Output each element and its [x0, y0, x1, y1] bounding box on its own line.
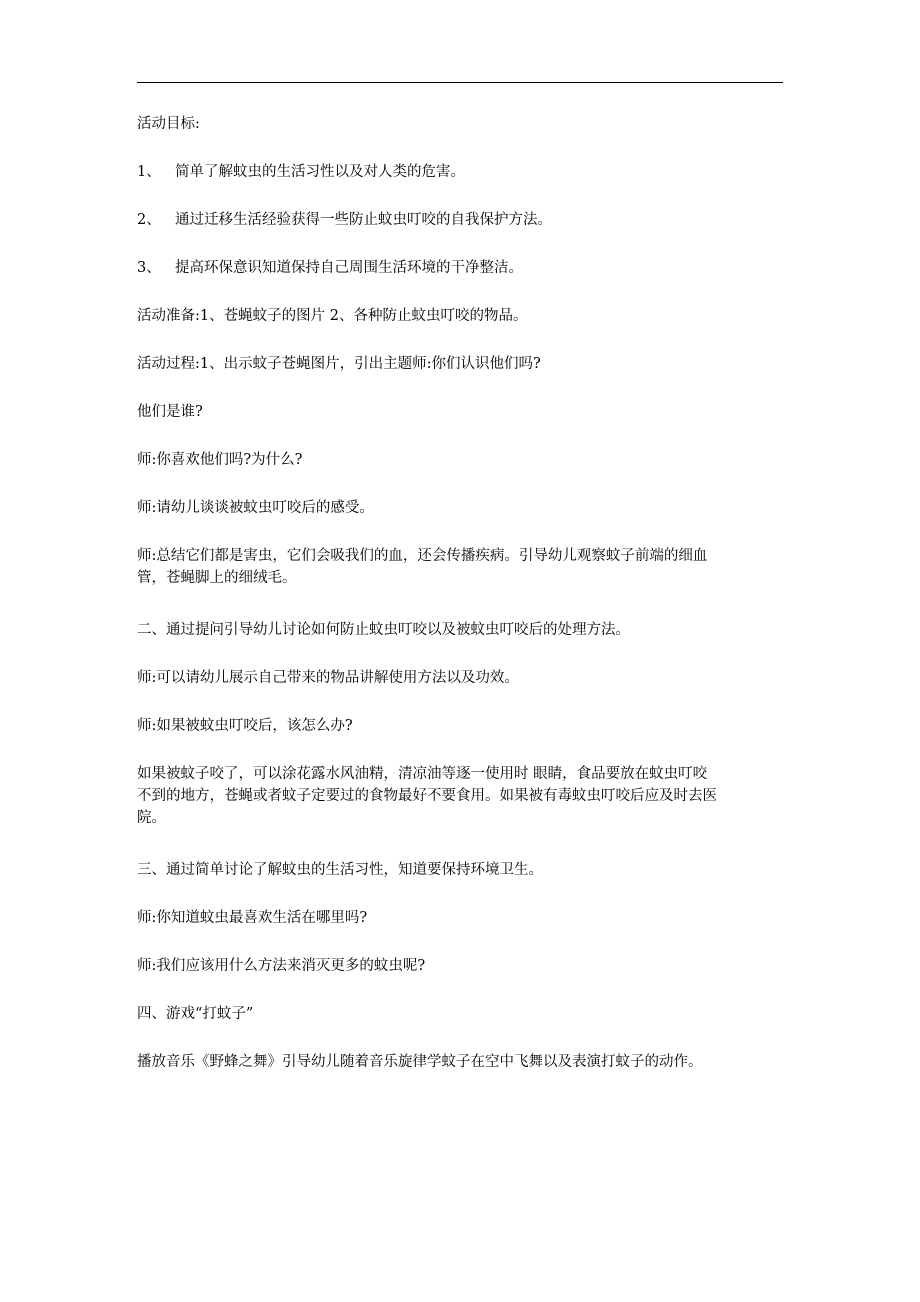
process-intro-paragraph: 活动过程:1、出示蚊子苍蝇图片，引出主题师:你们认识他们吗? — [137, 356, 541, 372]
answer-line: 如果被蚊子咬了，可以涂花露水风油精，清凉油等逐一使用时 眼睛，食品要放在蚊虫叮咬 — [137, 766, 708, 782]
objective-text: 提高环保意识知道保持自己周围生活环境的干净整洁。 — [175, 260, 523, 276]
objective-number: 1、 — [137, 164, 161, 180]
answer-paragraph — [137, 763, 785, 829]
question-bitten-paragraph: 师:如果被蚊虫叮咬后，该怎么办? — [137, 718, 353, 734]
header-rule — [137, 82, 783, 83]
summary-paragraph — [137, 545, 785, 589]
step-four-heading: 四、游戏“打蚊子” — [137, 1006, 254, 1022]
objective-item-3 — [137, 257, 785, 279]
preparation-paragraph: 活动准备:1、苍蝇蚊子的图片 2、各种防止蚊虫叮咬的物品。 — [137, 308, 528, 324]
objective-item-1 — [137, 161, 785, 183]
summary-line: 管，苍蝇脚上的细绒毛。 — [137, 570, 297, 586]
question-method-paragraph: 师:我们应该用什么方法来消灭更多的蚊虫呢? — [137, 958, 426, 974]
question-where-paragraph: 师:你知道蚊虫最喜欢生活在哪里吗? — [137, 910, 368, 926]
question-feeling-paragraph: 师:请幼儿谈谈被蚊虫叮咬后的感受。 — [137, 500, 374, 516]
answer-line: 不到的地方，苍蝇或者蚊子定要过的食物最好不要食用。如果被有毒蚊虫叮咬后应及时去医 — [137, 788, 717, 804]
music-paragraph: 播放音乐《野蜂之舞》引导幼儿随着音乐旋律学蚊子在空中飞舞以及表演打蚊子的动作。 — [137, 1054, 703, 1070]
step-three-heading: 三、通过简单讨论了解蚊虫的生活习性，知道要保持环境卫生。 — [137, 862, 543, 878]
who-are-they-paragraph: 他们是谁? — [137, 404, 203, 420]
show-items-paragraph: 师:可以请幼儿展示自己带来的物品讲解使用方法以及功效。 — [137, 670, 519, 686]
objective-text: 简单了解蚊虫的生活习性以及对人类的危害。 — [175, 164, 465, 180]
objective-item-2 — [137, 209, 785, 231]
objective-number: 3、 — [137, 260, 161, 276]
objectives-heading: 活动目标: — [137, 116, 200, 132]
objective-text: 通过迁移生活经验获得一些防止蚊虫叮咬的自我保护方法。 — [175, 212, 552, 228]
summary-line: 师:总结它们都是害虫，它们会吸我们的血，还会传播疾病。引导幼儿观察蚊子前端的细血 — [137, 548, 708, 564]
objective-number: 2、 — [137, 212, 161, 228]
step-two-heading: 二、通过提问引导幼儿讨论如何防止蚊虫叮咬以及被蚊虫叮咬后的处理方法。 — [137, 622, 630, 638]
question-like-paragraph: 师:你喜欢他们吗?为什么? — [137, 452, 303, 468]
answer-line: 院。 — [137, 810, 166, 826]
